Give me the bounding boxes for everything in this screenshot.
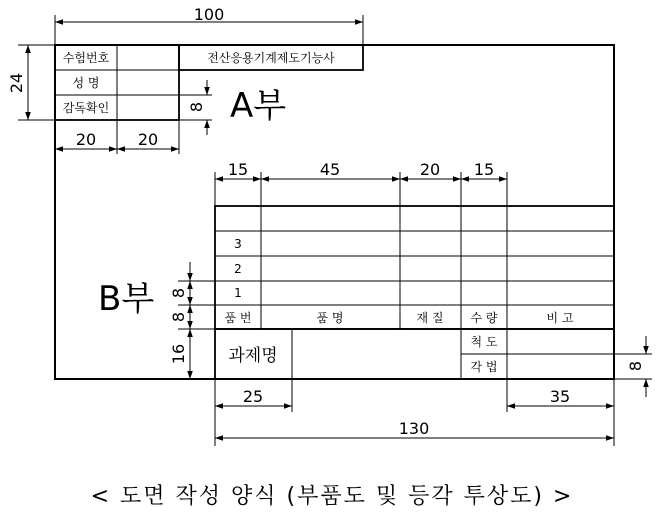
header-remarks: 비 고 xyxy=(546,311,574,325)
dim-right-height: 8 xyxy=(626,360,645,372)
parts-row-number: 2 xyxy=(234,262,242,276)
dim-bottom-left: 25 xyxy=(242,387,264,406)
task-name-label: 과제명 xyxy=(228,346,278,366)
dim-title-height: 16 xyxy=(169,343,188,365)
dim-col-left: 20 xyxy=(75,130,97,149)
dim-col-right: 20 xyxy=(137,130,159,149)
dim-parts-col-1: 15 xyxy=(227,160,249,179)
scale-label: 척 도 xyxy=(470,335,498,349)
header-material: 재 질 xyxy=(416,311,444,325)
qualification-title: 전산응용기계제도기능사 xyxy=(207,51,335,65)
projection-label: 각 법 xyxy=(470,360,498,374)
exam-number-label: 수험번호 xyxy=(62,51,110,65)
dim-left-height: 24 xyxy=(7,72,26,94)
dim-bottom-right: 35 xyxy=(549,387,571,406)
dim-parts-col-3: 20 xyxy=(419,160,441,179)
part-a-label: A부 xyxy=(230,86,287,126)
dim-small-height: 8 xyxy=(187,101,206,113)
header-part-name: 품 명 xyxy=(316,311,344,325)
parts-row-number: 1 xyxy=(234,286,242,300)
header-part-number: 품 번 xyxy=(224,311,252,325)
parts-row-number: 3 xyxy=(234,237,242,251)
dim-parts-col-4: 15 xyxy=(473,160,495,179)
dim-total-width: 130 xyxy=(398,419,430,438)
dim-parts-col-2: 45 xyxy=(319,160,341,179)
supervisor-label: 감독확인 xyxy=(62,101,110,115)
dim-row-a: 8 xyxy=(169,287,188,299)
name-label: 성 명 xyxy=(72,76,100,90)
figure-caption: < 도면 작성 양식 (부품도 및 등각 투상도) > xyxy=(90,484,574,509)
dim-row-b: 8 xyxy=(169,311,188,323)
part-b-label: B부 xyxy=(98,279,155,319)
dim-top-width: 100 xyxy=(193,5,225,24)
header-quantity: 수 량 xyxy=(470,311,498,325)
